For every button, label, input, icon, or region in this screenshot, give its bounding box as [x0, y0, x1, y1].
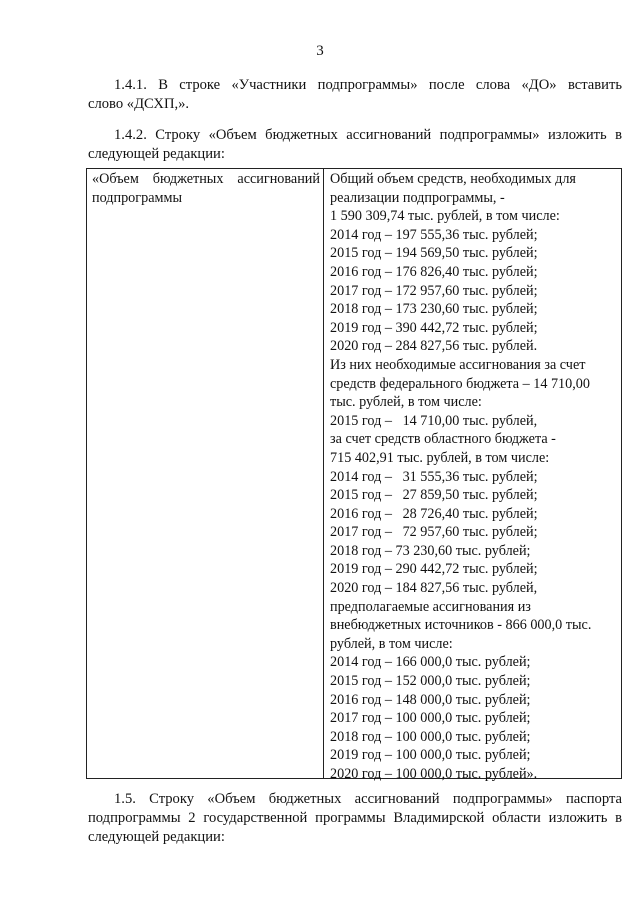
table-right-cell: [330, 170, 620, 784]
table-right-line: 2020 год – 284 827,56 тыс. рублей.: [330, 338, 538, 355]
left-cell-first-line: «Объем бюджетных ассигнований: [92, 171, 320, 187]
table-right-line: 2018 год – 73 230,60 тыс. рублей;: [330, 542, 531, 559]
table-right-line: 2018 год – 100 000,0 тыс. рублей;: [330, 728, 531, 745]
table-right-line: 2017 год – 172 957,60 тыс. рублей;: [330, 282, 538, 299]
table-right-line: средств федерального бюджета – 14 710,00: [330, 375, 590, 392]
paragraph-first-line: 1.5. Строку «Объем бюджетных ассигнований подпрограммы» паспорта: [114, 791, 622, 807]
table-right-line: Из них необходимые ассигнования за счет: [330, 356, 586, 373]
paragraph-rest-line: слово «ДСХП,».: [88, 96, 190, 112]
table-right-line: 2018 год – 173 230,60 тыс. рублей;: [330, 301, 538, 318]
table-right-line: реализации подпрограммы, -: [330, 189, 505, 206]
table-right-line: 2019 год – 290 442,72 тыс. рублей;: [330, 561, 538, 578]
paragraph-1-4-2: [88, 126, 622, 164]
table-right-line: 2015 год – 152 000,0 тыс. рублей;: [330, 673, 531, 690]
table-right-line: 2017 год – 100 000,0 тыс. рублей;: [330, 710, 531, 727]
table-right-line: 2019 год – 390 442,72 тыс. рублей;: [330, 319, 538, 336]
table-right-line: 2014 год – 166 000,0 тыс. рублей;: [330, 654, 531, 671]
budget-allocation-table: [86, 168, 622, 782]
table-left-cell: [92, 170, 320, 207]
paragraph-first-line: 1.4.2. Строку «Объем бюджетных ассигнований подпрограммы» изложить в: [114, 127, 622, 143]
table-right-line: тыс. рублей, в том числе:: [330, 394, 482, 411]
table-right-line: 2020 год – 100 000,0 тыс. рублей».: [330, 766, 538, 782]
table-right-line: 2015 год – 14 710,00 тыс. рублей,: [330, 412, 538, 429]
table-right-line: 2017 год – 72 957,60 тыс. рублей;: [330, 524, 538, 541]
table-right-line: 2016 год – 28 726,40 тыс. рублей;: [330, 505, 538, 522]
table-right-line: Общий объем средств, необходимых для: [330, 171, 576, 187]
table-right-line: предполагаемые ассигнования из: [330, 598, 531, 615]
paragraph-second-line: подпрограммы 2 государственной программы Владимирской области изложить в: [88, 810, 622, 826]
table-right-line: 2014 год – 31 555,36 тыс. рублей;: [330, 468, 538, 485]
table-right-line: внебюджетных источников - 866 000,0 тыс.: [330, 617, 592, 634]
table-right-line: 2016 год – 176 826,40 тыс. рублей;: [330, 263, 538, 280]
table-right-line: 2015 год – 194 569,50 тыс. рублей;: [330, 245, 538, 262]
paragraph-rest-line: следующей редакции:: [88, 829, 225, 845]
paragraph-1-4-1: [88, 76, 622, 114]
paragraph-first-line: 1.4.1. В строке «Участники подпрограммы» после слова «ДО» вставить: [114, 77, 622, 93]
table-right-line: 715 402,91 тыс. рублей, в том числе:: [330, 449, 550, 466]
table-right-line: за счет средств областного бюджета -: [330, 431, 556, 448]
table-right-line: 2016 год – 148 000,0 тыс. рублей;: [330, 691, 531, 708]
table-right-line: 1 590 309,74 тыс. рублей, в том числе:: [330, 208, 560, 225]
table-right-line: рублей, в том числе:: [330, 635, 453, 652]
paragraph-1-5: [88, 790, 622, 847]
table-right-line: 2020 год – 184 827,56 тыс. рублей,: [330, 580, 538, 597]
left-cell-rest-line: подпрограммы: [92, 189, 182, 206]
table-right-line: 2014 год – 197 555,36 тыс. рублей;: [330, 226, 538, 243]
table-right-line: 2015 год – 27 859,50 тыс. рублей;: [330, 487, 538, 504]
page-number: 3: [316, 43, 324, 59]
table-column-divider: [323, 169, 324, 778]
paragraph-rest-line: следующей редакции:: [88, 146, 225, 162]
table-right-line: 2019 год – 100 000,0 тыс. рублей;: [330, 747, 531, 764]
